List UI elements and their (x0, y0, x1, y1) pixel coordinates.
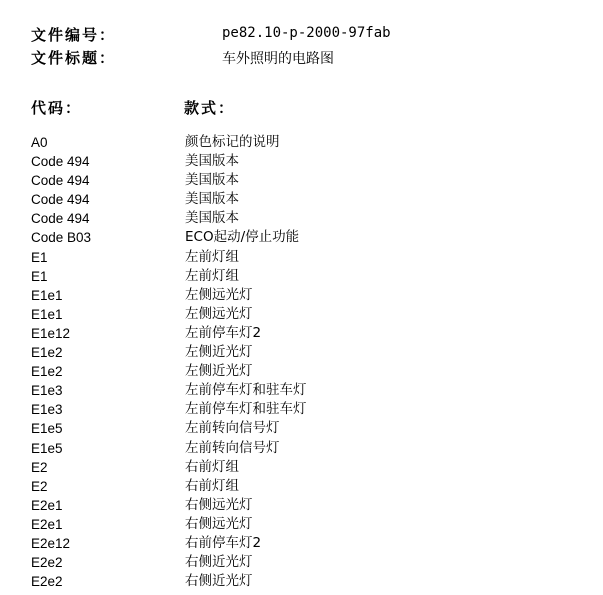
item-description: 左前停车灯和驻车灯 (185, 401, 307, 418)
item-code: Code 494 (31, 192, 90, 208)
list-item (31, 477, 307, 496)
item-code: E1e2 (31, 345, 63, 361)
list-item (31, 267, 307, 286)
item-description: 右侧近光灯 (185, 554, 253, 571)
item-code: E1e5 (31, 421, 63, 437)
list-item (31, 400, 307, 419)
list-item (31, 534, 307, 553)
list-item (31, 152, 307, 171)
list-item (31, 228, 307, 247)
item-code: E1e1 (31, 306, 63, 322)
item-code: E1e3 (31, 402, 63, 418)
item-description: 右侧远光灯 (185, 515, 253, 532)
doc-title-label: 文件标题： (31, 49, 117, 67)
item-description: 左侧远光灯 (185, 286, 253, 303)
list-item (31, 572, 307, 591)
item-code: E1e3 (31, 383, 63, 399)
item-description: ECO起动/停止功能 (185, 229, 300, 246)
item-description: 右前灯组 (185, 458, 239, 475)
doc-number-label: 文件编号： (31, 26, 117, 44)
item-code: E2e12 (31, 535, 71, 551)
item-code: E1e12 (31, 325, 71, 341)
list-item (31, 515, 307, 534)
item-code: Code 494 (31, 154, 90, 170)
list-item (31, 343, 307, 362)
list-item (31, 190, 307, 209)
item-description: 美国版本 (185, 210, 239, 227)
list-item (31, 133, 307, 152)
item-description: 左前转向信号灯 (185, 420, 280, 437)
item-code: E1 (31, 268, 48, 284)
item-description: 左侧近光灯 (185, 363, 253, 380)
item-description: 美国版本 (185, 153, 239, 170)
list-item (31, 209, 307, 228)
item-code: E1 (31, 249, 48, 265)
doc-number-value: pe82.10-p-2000-97fab (222, 25, 391, 41)
item-description: 左前停车灯2 (185, 324, 262, 341)
item-description: 右前灯组 (185, 477, 239, 494)
item-description: 左前停车灯和驻车灯 (185, 382, 307, 399)
item-description: 颜色标记的说明 (185, 134, 280, 150)
item-description: 右前停车灯2 (185, 534, 262, 551)
item-code: A0 (31, 135, 48, 150)
column-header-code: 代码： (31, 99, 83, 117)
item-code: E1e5 (31, 440, 63, 456)
item-code: Code 494 (31, 173, 90, 189)
item-code: Code 494 (31, 211, 90, 227)
item-description: 左前灯组 (185, 248, 239, 265)
list-item (31, 171, 307, 190)
item-code: E2e1 (31, 516, 63, 532)
list-item (31, 439, 307, 458)
item-code: E2e2 (31, 555, 63, 571)
item-code: E2 (31, 478, 48, 494)
item-description: 左侧近光灯 (185, 344, 253, 361)
column-header-style: 款式： (184, 99, 236, 117)
item-description: 左侧远光灯 (185, 305, 253, 322)
doc-title-value: 车外照明的电路图 (222, 51, 334, 67)
item-code: E1e2 (31, 364, 63, 380)
item-description: 美国版本 (185, 191, 239, 208)
list-item (31, 496, 307, 515)
item-code: Code B03 (31, 230, 92, 246)
list-item (31, 286, 307, 305)
list-item (31, 305, 307, 324)
item-code: E2e1 (31, 497, 63, 513)
code-list (31, 133, 307, 591)
list-item (31, 381, 307, 400)
item-description: 美国版本 (185, 172, 239, 189)
list-item (31, 419, 307, 438)
list-item (31, 458, 307, 477)
item-code: E2e2 (31, 574, 63, 590)
list-item (31, 553, 307, 572)
item-code: E1e1 (31, 287, 63, 303)
item-description: 右侧近光灯 (185, 573, 253, 590)
item-description: 左前灯组 (185, 267, 239, 284)
list-item (31, 248, 307, 267)
item-description: 左前转向信号灯 (185, 439, 280, 456)
item-code: E2 (31, 459, 48, 475)
item-description: 右侧远光灯 (185, 496, 253, 513)
list-item (31, 362, 307, 381)
list-item (31, 324, 307, 343)
